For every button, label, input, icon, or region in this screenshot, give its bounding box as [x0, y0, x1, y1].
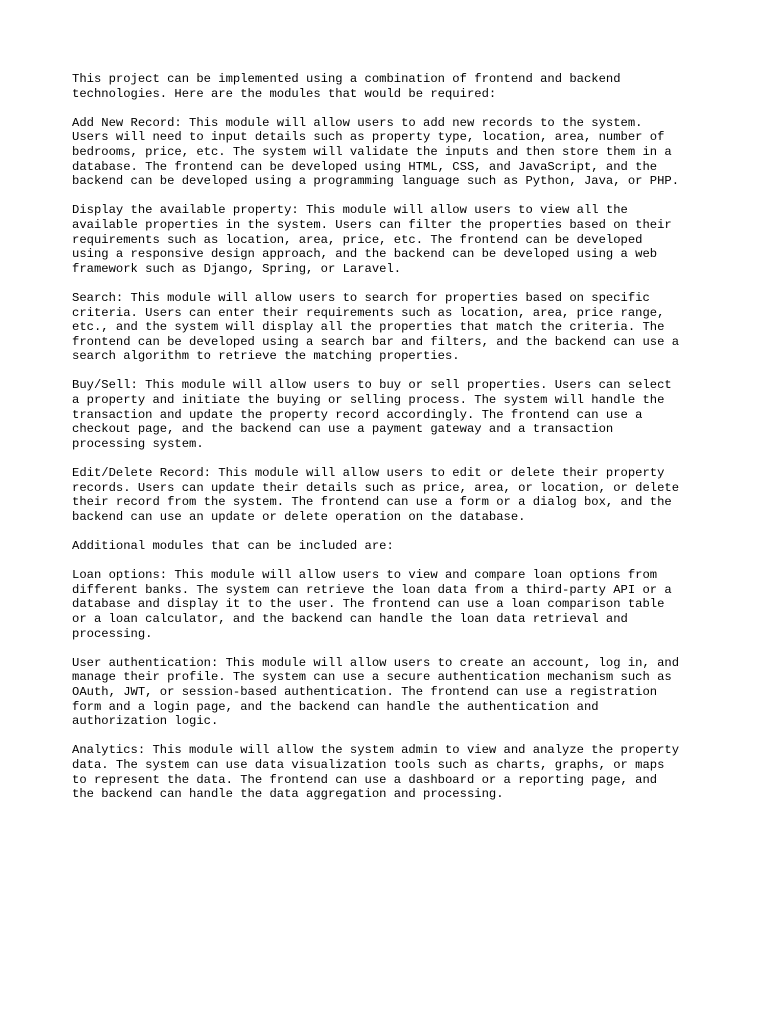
paragraph-search: Search: This module will allow users to search for properties based on specific criteria. Users can enter their requirements such as location, area, price range, etc., and the system will display all the properties that match the criteria. The frontend can be developed using a search bar and filters, and the backend can use a search algorithm to retrieve the matching properties.	[72, 290, 680, 364]
paragraph-analytics: Analytics: This module will allow the system admin to view and analyze the property data. The system can use data visualization tools such as charts, graphs, or maps to represent the data. The frontend can use a dashboard or a reporting page, and the backend can handle the data aggregation and processing.	[72, 743, 680, 802]
paragraph-buy-sell: Buy/Sell: This module will allow users to buy or sell properties. Users can select a property and initiate the buying or selling process. The system will handle the transaction and update the property record accordingly. The frontend can use a checkout page, and the backend can use a payment gateway and a transaction processing system.	[72, 378, 672, 451]
paragraph-add-new-record: Add New Record: This module will allow users to add new records to the system. Users will need to input details such as property type, location, area, number of bedrooms, price, etc. The system will validate the inputs and then store them in a database. The frontend can be developed using HTML, CSS, and JavaScript, and the backend can be developed using a programming language such as Python, Java, or PHP.	[72, 115, 680, 189]
paragraph-loan-options: Loan options: This module will allow users to view and compare loan options from different banks. The system can retrieve the loan data from a third-party API or a database and display it to the user. The frontend can use a loan comparison table or a loan calculator, and the backend can handle the loan data retrieval and processing.	[72, 568, 672, 641]
paragraph-edit-delete-record: Edit/Delete Record: This module will allow users to edit or delete their property records. Users can update their details such as price, area, or location, or delete their record from the system. The frontend can use a form or a dialog box, and the backend can use an update or delete operation on the database.	[72, 466, 680, 524]
document-page	[72, 72, 712, 816]
paragraph-display-property: Display the available property: This module will allow users to view all the available properties in the system. Users can filter the properties based on their requirements such as location, area, price, etc. The frontend can be developed using a responsive design approach, and the backend can be developed using a web framework such as Django, Spring, or Laravel.	[72, 203, 672, 276]
paragraph-additional-modules: Additional modules that can be included are:	[72, 539, 394, 553]
paragraph-intro: This project can be implemented using a combination of frontend and backend technologies. Here are the modules that would be required:	[72, 72, 621, 101]
paragraph-user-authentication: User authentication: This module will allow users to create an account, log in, and manage their profile. The system can use a secure authentication mechanism such as OAuth, JWT, or session-based authentication. The frontend can use a registration form and a login page, and the backend can handle the authentication and authorization logic.	[72, 655, 680, 729]
